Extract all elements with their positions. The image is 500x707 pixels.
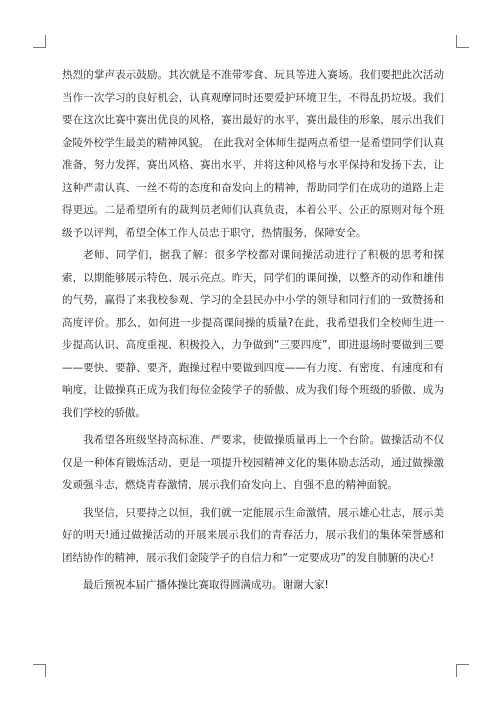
crop-mark-bottom-right bbox=[456, 664, 469, 677]
crop-mark-bottom-left bbox=[33, 664, 46, 677]
document-body bbox=[62, 64, 444, 597]
crop-mark-top-left bbox=[33, 35, 46, 48]
paragraph-1: 热烈的掌声表示鼓励。其次就是不准带零食、玩具等进入赛场。我们要把此次活动当作一次学习的良好机会，认真观摩同时还要爱护环境卫生，不得乱扔垃圾。我们要在这次比赛中赛出优良的风格，赛出最好的水平，赛出最佳的形象，展示出我们金陵外校学生最美的精神风貌。 在此我对全体师生提两点希望一是希望同学们认真准备，努力发挥，赛出风格、赛出水平，并将这种风格与水平保持和发扬下去，让这种严肃认真、一丝不苟的态度和奋发向上的精神，帮助同学们在成功的道路上走得更远。二是希望所有的裁判员老师们认真负责，本着公平、公正的原则对每个班级予以评判，希望全体工作人员忠于职守，热情服务，保障安全。 bbox=[62, 69, 444, 239]
paragraph-3: 我希望各班级坚持高标准、严要求，使做操质量再上一个台阶。做操活动不仅仅是一种体育锻炼活动，更是一项提升校园精神文化的集体励志活动，通过做操激发顽强斗志，燃烧青春激情，展示我们奋发向上、自强不息的精神面貌。 bbox=[62, 434, 444, 491]
paragraph-4: 我坚信，只要持之以恒，我们就一定能展示生命激情，展示雄心壮志，展示美好的明天!通过做操活动的开展来展示我们的青春活力，展示我们的集体荣誉感和团结协作的精神，展示我们金陵学子的自信力和“一定要成功”的发自肺腑的决心! bbox=[62, 506, 444, 564]
paragraph-5: 最后预祝本届广播体操比赛取得圆满成功。谢谢大家! bbox=[83, 579, 329, 591]
paragraph-2: 老师、同学们，据我了解：很多学校都对课间操活动进行了积极的思考和探索，以期能够展示特色、展示亮点。昨天，同学们的课间操，以整齐的动作和雄伟的气势，赢得了来我校参观、学习的全县民办中小学的领导和同行们的一致赞扬和高度评价。那么，如何进一步提高课间操的质量?在此，我希望我们全校师生进一步提高认识、高度重视、积极投入，力争做到“三要四度”，即进退场时要做到三要——要快、要静、要齐，跑操过程中要做到四度——有力度、有密度、有速度和有响度，让做操真正成为我们每位金陵学子的骄傲、成为我们每个班级的骄傲、成为我们学校的骄傲。 bbox=[62, 249, 444, 419]
crop-mark-top-right bbox=[456, 35, 469, 48]
